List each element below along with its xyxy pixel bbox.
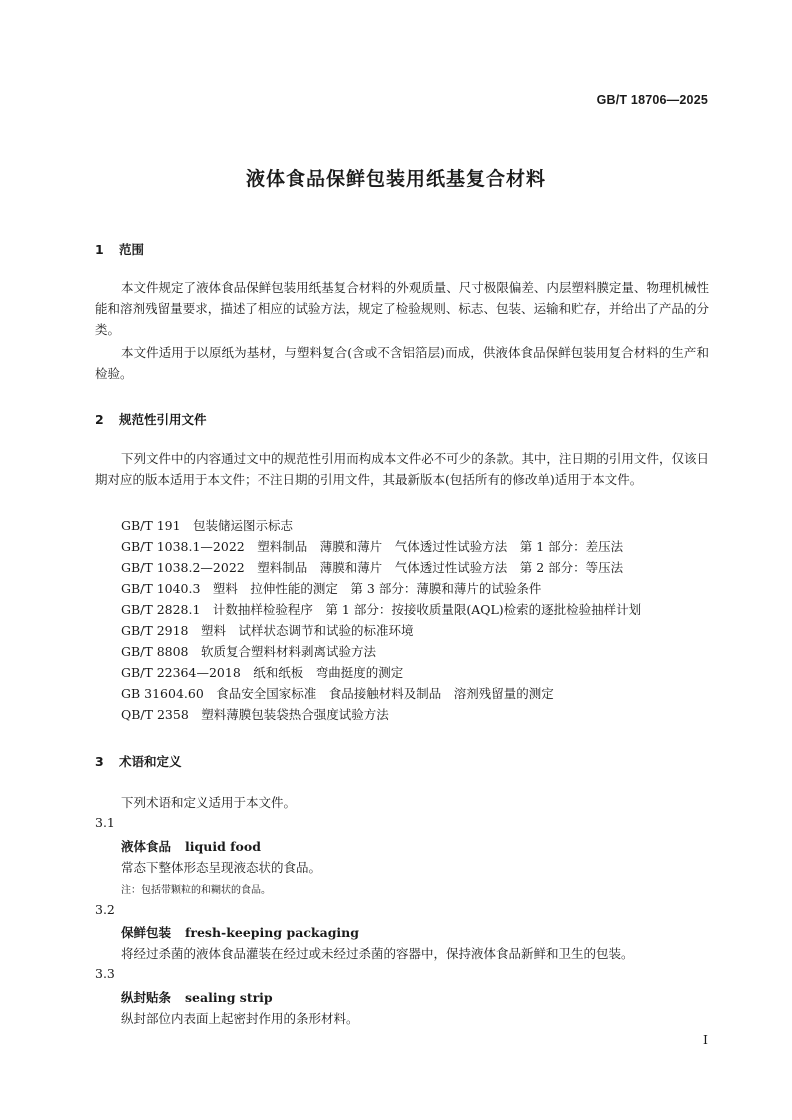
page-number: I xyxy=(703,1032,708,1047)
section-1-heading xyxy=(95,240,144,258)
reference-item: GB/T 22364—2018 纸和纸板 弯曲挺度的测定 xyxy=(121,665,404,680)
term-definition: 常态下整体形态呈现液态状的食品。 xyxy=(121,860,322,875)
term-english: fresh-keeping packaging xyxy=(185,925,360,940)
section-title: 术语和定义 xyxy=(119,754,182,769)
section-title: 规范性引用文件 xyxy=(119,412,207,427)
term-note: 注：包括带颗粒的和糊状的食品。 xyxy=(121,885,271,896)
term-chinese: 保鲜包装 xyxy=(121,925,172,940)
reference-item: GB/T 1038.1—2022 塑料制品 薄膜和薄片 气体透过性试验方法 第 1 部分：差压法 xyxy=(121,539,624,554)
references-intro: 下列文件中的内容通过文中的规范性引用而构成本文件必不可少的条款。其中，注日期的引用文件，仅该日期对应的版本适用于本文件；不注日期的引用文件，其最新版本(包括所有的修改单)适用于本文件。 xyxy=(95,451,709,487)
section-title: 范围 xyxy=(119,242,145,257)
section-2-heading xyxy=(95,410,207,428)
reference-item: QB/T 2358 塑料薄膜包装袋热合强度试验方法 xyxy=(121,707,389,722)
term-entry xyxy=(121,923,359,941)
reference-item: GB/T 8808 软质复合塑料材料剥离试验方法 xyxy=(121,644,377,659)
section-3-heading xyxy=(95,752,182,770)
term-definition: 纵封部位内表面上起密封作用的条形材料。 xyxy=(121,1011,359,1026)
term-chinese: 液体食品 xyxy=(121,839,172,854)
terms-intro: 下列术语和定义适用于本文件。 xyxy=(121,795,297,810)
reference-item: GB/T 191 包装储运图示标志 xyxy=(121,518,294,533)
reference-item: GB/T 1038.2—2022 塑料制品 薄膜和薄片 气体透过性试验方法 第 2 部分：等压法 xyxy=(121,560,624,575)
term-number: 3.3 xyxy=(95,966,115,981)
standard-number: GB/T 18706—2025 xyxy=(596,93,708,107)
document-title: 液体食品保鲜包装用纸基复合材料 xyxy=(245,168,546,190)
reference-item: GB/T 2918 塑料 试样状态调节和试验的标准环境 xyxy=(121,623,414,638)
term-entry xyxy=(121,837,261,855)
term-entry xyxy=(121,988,273,1006)
reference-item: GB 31604.60 食品安全国家标准 食品接触材料及制品 溶剂残留量的测定 xyxy=(121,686,554,701)
term-english: sealing strip xyxy=(185,990,273,1005)
section-number: 2 xyxy=(95,412,104,427)
term-chinese: 纵封贴条 xyxy=(121,990,172,1005)
section-number: 1 xyxy=(95,242,104,257)
term-number: 3.2 xyxy=(95,902,115,917)
reference-item: GB/T 1040.3 塑料 拉伸性能的测定 第 3 部分：薄膜和薄片的试验条件 xyxy=(121,581,542,596)
term-number: 3.1 xyxy=(95,815,115,830)
scope-paragraph-1: 本文件规定了液体食品保鲜包装用纸基复合材料的外观质量、尺寸极限偏差、内层塑料膜定量、物理机械性能和溶剂残留量要求，描述了相应的试验方法，规定了检验规则、标志、包装、运输和贮存，并给出了产品的分类。 xyxy=(95,280,709,337)
section-number: 3 xyxy=(95,754,104,769)
term-english: liquid food xyxy=(185,839,261,854)
scope-paragraph-2: 本文件适用于以原纸为基材，与塑料复合(含或不含铝箔层)而成，供液体食品保鲜包装用复合材料的生产和检验。 xyxy=(95,345,709,381)
term-definition: 将经过杀菌的液体食品灌装在经过或未经过杀菌的容器中，保持液体食品新鲜和卫生的包装。 xyxy=(121,946,634,961)
reference-item: GB/T 2828.1 计数抽样检验程序 第 1 部分：按接收质量限(AQL)检索的逐批检验抽样计划 xyxy=(121,602,642,617)
